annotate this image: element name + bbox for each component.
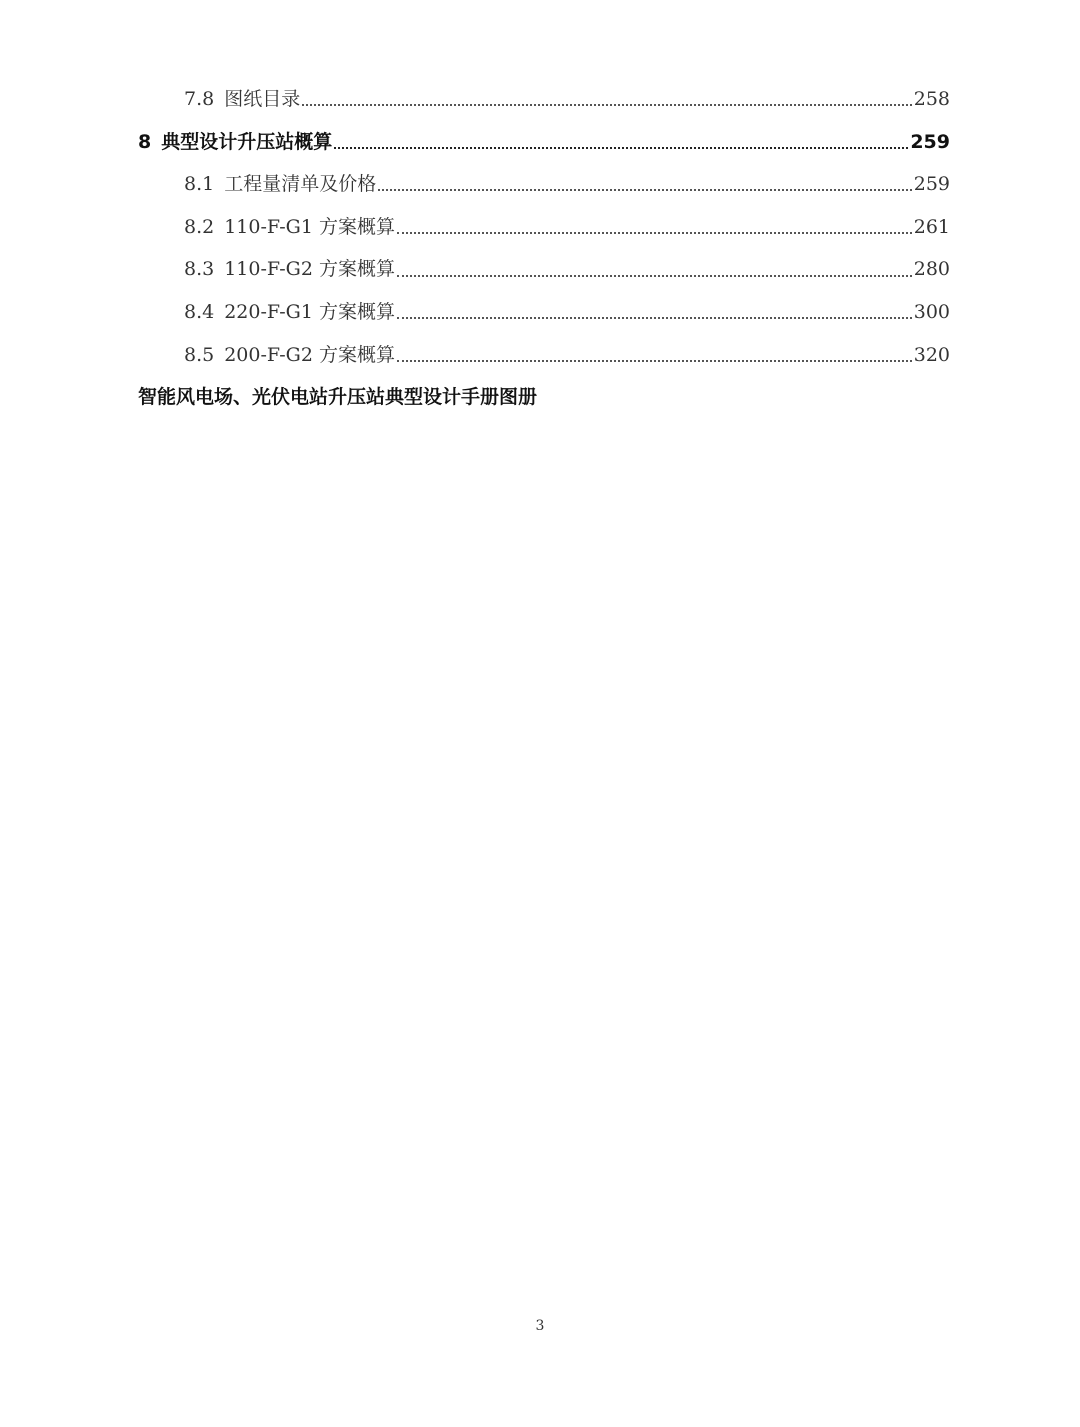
toc-entry-8-5[interactable]: [138, 334, 950, 377]
dot-leader: [334, 132, 908, 152]
toc-entry-page: 258: [913, 88, 950, 110]
toc-entry-number: 8.3: [184, 258, 215, 281]
toc-entry-page: 280: [913, 258, 950, 281]
appendix-title[interactable]: 智能风电场、光伏电站升压站典型设计手册图册: [138, 386, 538, 408]
dot-leader: [397, 345, 912, 365]
toc-entry-title: 110-F-G1 方案概算: [224, 215, 395, 238]
toc-entry-8[interactable]: [138, 121, 950, 164]
toc-entry-number: 8: [138, 130, 152, 153]
toc-entry-page: 259: [913, 173, 950, 196]
table-of-contents: [138, 78, 950, 376]
page-number: 3: [535, 1318, 545, 1334]
toc-entry-page: 261: [913, 215, 950, 238]
toc-entry-8-3[interactable]: [138, 248, 950, 291]
toc-entry-title: 200-F-G2 方案概算: [224, 343, 395, 366]
dot-leader: [397, 302, 912, 322]
toc-entry-number: 8.2: [184, 215, 215, 238]
toc-entry-title: 工程量清单及价格: [224, 173, 377, 196]
toc-entry-8-2[interactable]: [138, 206, 950, 249]
toc-entry-title: 典型设计升压站概算: [161, 130, 333, 153]
toc-entry-number: 8.5: [184, 343, 215, 366]
toc-entry-8-4[interactable]: [138, 291, 950, 334]
toc-entry-page: 320: [913, 343, 950, 366]
toc-entry-number: 7.8: [184, 88, 215, 110]
toc-entry-title: 110-F-G2 方案概算: [224, 258, 395, 281]
toc-entry-title: 220-F-G1 方案概算: [224, 300, 395, 323]
dot-leader: [302, 89, 912, 109]
toc-entry-number: 8.4: [184, 300, 215, 323]
toc-entry-number: 8.1: [184, 173, 215, 196]
dot-leader: [378, 174, 912, 194]
toc-entry-page: 300: [913, 300, 950, 323]
dot-leader: [397, 260, 912, 280]
toc-entry-title: 图纸目录: [224, 88, 301, 110]
dot-leader: [397, 217, 912, 237]
toc-entry-7-8[interactable]: [138, 78, 950, 121]
toc-entry-page: 259: [910, 130, 950, 153]
toc-entry-8-1[interactable]: [138, 163, 950, 206]
